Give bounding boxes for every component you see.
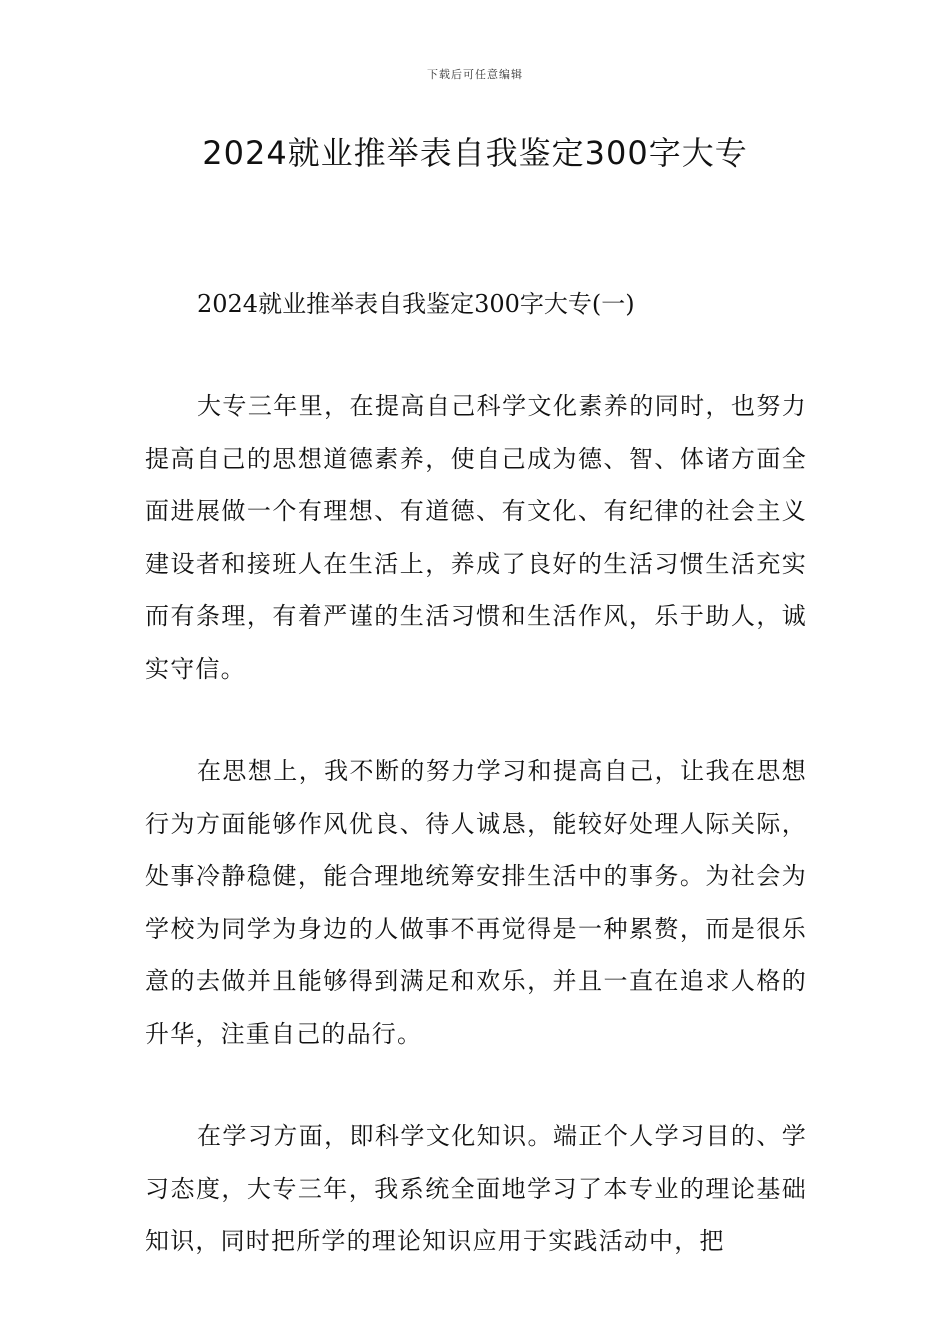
paragraph-study: 在学习方面，即科学文化知识。端正个人学习目的、学习态度，大专三年，我系统全面地学习了本专业的理论基础知识，同时把所学的理论知识应用于实践活动中，把	[145, 1122, 807, 1255]
section-subtitle: 2024就业推举表自我鉴定300字大专(一)	[197, 290, 635, 318]
header-note: 下载后可任意编辑	[427, 68, 523, 81]
document-body	[145, 278, 807, 1318]
paragraph-life: 大专三年里，在提高自己科学文化素养的同时，也努力提高自己的思想道德素养，使自己成为德、智、体诸方面全面进展做一个有理想、有道德、有文化、有纪律的社会主义建设者和接班人在生活上，养成了良好的生活习惯生活充实而有条理，有着严谨的生活习惯和生活作风，乐于助人，诚实守信。	[145, 392, 807, 683]
document-title: 2024就业推举表自我鉴定300字大专	[202, 134, 748, 172]
paragraph-thought: 在思想上，我不断的努力学习和提高自己，让我在思想行为方面能够作风优良、待人诚恳，能较好处理人际关际，处事冷静稳健，能合理地统筹安排生活中的事务。为社会为学校为同学为身边的人做事不再觉得是一种累赘，而是很乐意的去做并且能够得到满足和欢乐，并且一直在追求人格的升华，注重自己的品行。	[145, 757, 807, 1048]
